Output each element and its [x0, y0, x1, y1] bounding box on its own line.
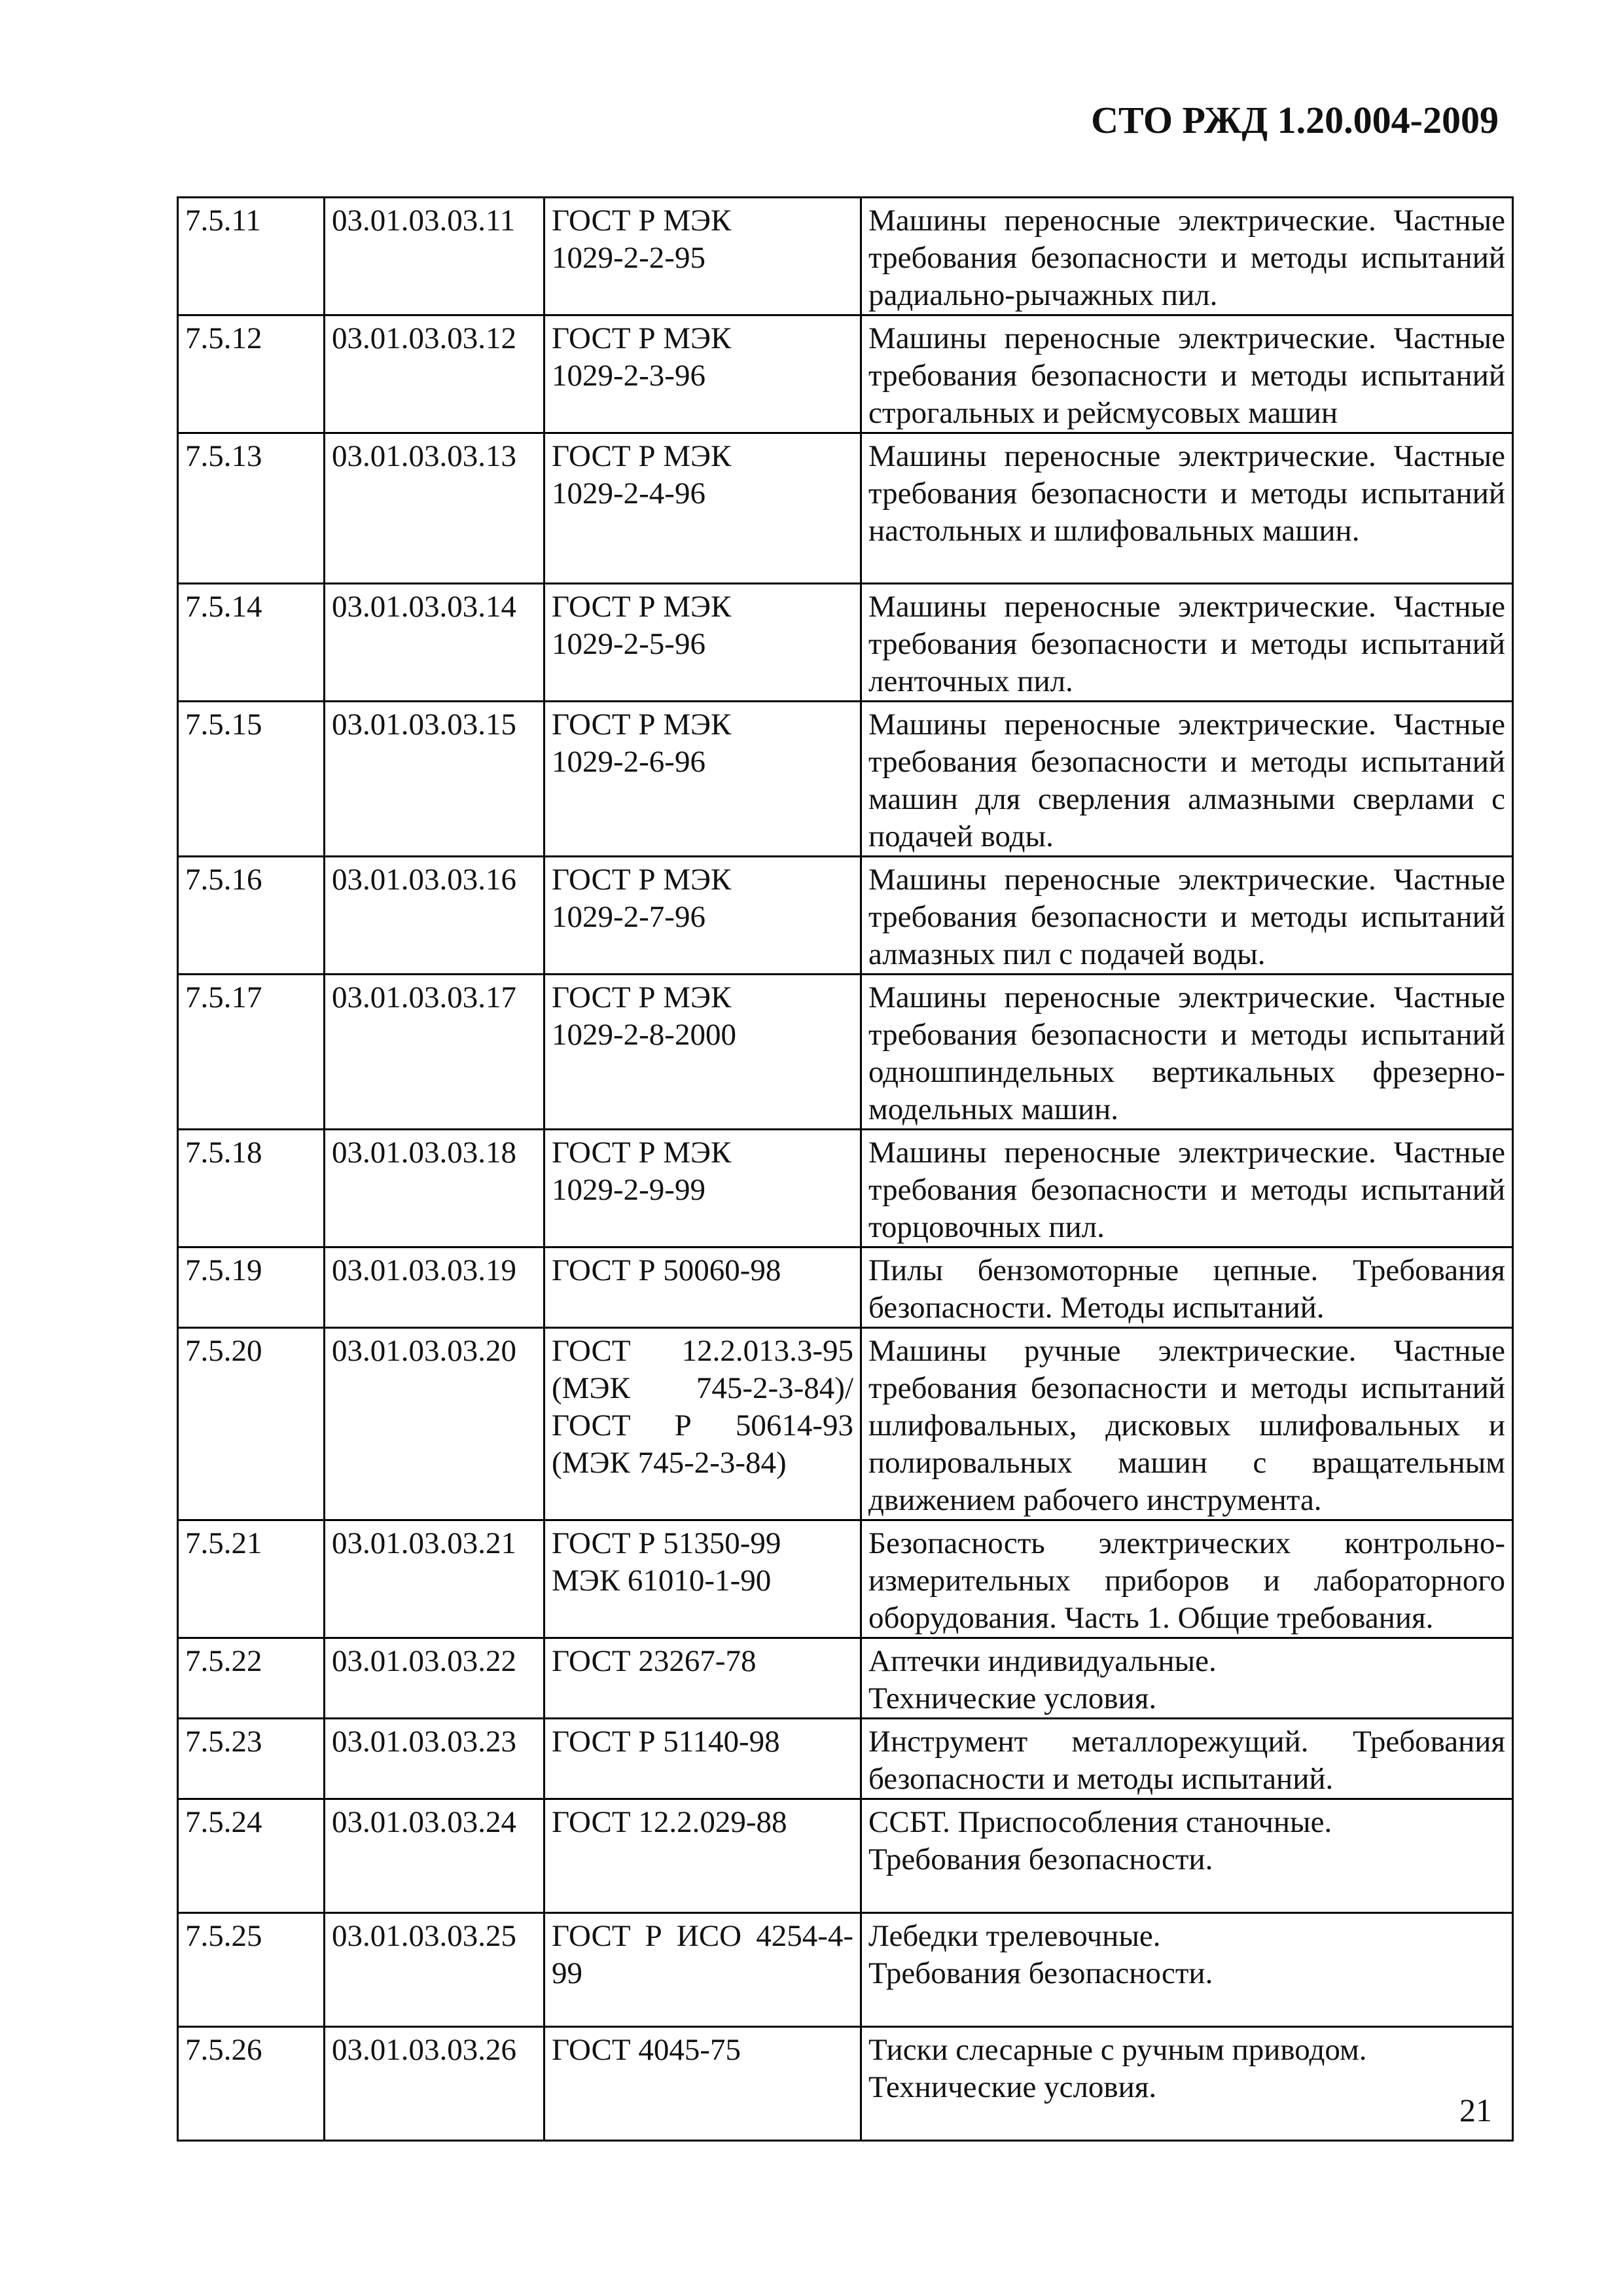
standard-line: ГОСТ Р 51140-98	[552, 1725, 780, 1759]
standard-line: ГОСТ Р МЭК	[552, 863, 732, 897]
table-row	[178, 1130, 1513, 1247]
table-row	[178, 1520, 1513, 1638]
table-row	[178, 1247, 1513, 1328]
standard-line: ГОСТ 23267-78	[552, 1644, 757, 1678]
row-number: 7.5.12	[178, 315, 325, 433]
row-number: 7.5.18	[178, 1130, 325, 1247]
standard-designation	[544, 584, 861, 702]
classification-code: 03.01.03.03.16	[325, 857, 544, 975]
row-number: 7.5.15	[178, 702, 325, 857]
standard-title	[861, 584, 1513, 702]
standard-line: ГОСТ Р МЭК	[552, 439, 732, 473]
standard-designation	[544, 198, 861, 315]
classification-code: 03.01.03.03.18	[325, 1130, 544, 1247]
page-number: 21	[1459, 2092, 1492, 2128]
standard-title	[861, 315, 1513, 433]
classification-code: 03.01.03.03.19	[325, 1247, 544, 1328]
standard-line: 1029-2-4-96	[552, 476, 705, 511]
row-number: 7.5.22	[178, 1638, 325, 1719]
classification-code: 03.01.03.03.22	[325, 1638, 544, 1719]
row-number: 7.5.11	[178, 198, 325, 315]
standard-designation	[544, 1520, 861, 1638]
standard-title-text: Пилы бензомоторные цепные. Требования безопасности. Методы испытаний.	[868, 1253, 1505, 1325]
standard-designation	[544, 1719, 861, 1799]
table-row	[178, 1799, 1513, 1913]
classification-code: 03.01.03.03.15	[325, 702, 544, 857]
standard-title-text: Машины переносные электрические. Частные требования безопасности и методы испытаний радиально-рычажных пил.	[868, 204, 1505, 312]
standard-title-text: Машины переносные электрические. Частные требования безопасности и методы испытаний одношпиндельных вертикальных фрезерно-модельных машин.	[868, 980, 1505, 1126]
table-row	[178, 2027, 1513, 2141]
classification-code: 03.01.03.03.20	[325, 1328, 544, 1520]
standard-designation	[544, 857, 861, 975]
standard-line: ГОСТ Р МЭК	[552, 590, 732, 624]
standard-title-text: Машины ручные электрические. Частные требования безопасности и методы испытаний шлифовальных, дисковых шлифовальных и полировальных машин с вращательным движением рабочего инструмента.	[868, 1334, 1505, 1517]
standard-title	[861, 1130, 1513, 1247]
standard-line: ГОСТ 4045-75	[552, 2033, 741, 2067]
standard-title-text: Тиски слесарные с ручным приводом. Технические условия.	[868, 2033, 1367, 2104]
standard-title	[861, 1328, 1513, 1520]
standard-title-text: Аптечки индивидуальные. Технические условия.	[868, 1644, 1217, 1715]
row-number: 7.5.17	[178, 975, 325, 1130]
classification-code: 03.01.03.03.17	[325, 975, 544, 1130]
classification-code: 03.01.03.03.26	[325, 2027, 544, 2141]
table-row	[178, 1719, 1513, 1799]
classification-code: 03.01.03.03.25	[325, 1913, 544, 2027]
standards-table-body	[178, 198, 1513, 2141]
standard-title-text: Машины переносные электрические. Частные требования безопасности и методы испытаний строгальных и рейсмусовых машин	[868, 321, 1505, 430]
classification-code: 03.01.03.03.13	[325, 433, 544, 584]
row-number: 7.5.16	[178, 857, 325, 975]
document-code: СТО РЖД 1.20.004-2009	[1091, 99, 1499, 141]
standard-designation	[544, 1130, 861, 1247]
standard-designation	[544, 315, 861, 433]
standard-title	[861, 1247, 1513, 1328]
row-number: 7.5.13	[178, 433, 325, 584]
standard-line: ГОСТ Р МЭК	[552, 321, 732, 355]
standard-line: ГОСТ 12.2.013.3-95 (МЭК 745-2-3-84)/ГОСТ Р 50614-93 (МЭК 745-2-3-84)	[552, 1334, 853, 1480]
classification-code: 03.01.03.03.12	[325, 315, 544, 433]
classification-code: 03.01.03.03.11	[325, 198, 544, 315]
classification-code: 03.01.03.03.14	[325, 584, 544, 702]
standard-line: МЭК 61010-1-90	[552, 1564, 772, 1598]
standard-line: 1029-2-3-96	[552, 359, 705, 393]
standard-line: 1029-2-7-96	[552, 900, 705, 934]
standard-title-text: ССБТ. Приспособления станочные. Требования безопасности.	[868, 1805, 1332, 1876]
table-row	[178, 584, 1513, 702]
table-row	[178, 857, 1513, 975]
standard-line: ГОСТ Р МЭК	[552, 204, 732, 238]
standard-line: 1029-2-2-95	[552, 241, 705, 275]
row-number: 7.5.24	[178, 1799, 325, 1913]
standard-title	[861, 2027, 1513, 2141]
standard-title	[861, 975, 1513, 1130]
standard-title-text: Машины переносные электрические. Частные требования безопасности и методы испытаний машин для сверления алмазными сверлами с подачей воды.	[868, 708, 1505, 853]
standard-title-text: Лебедки трелевочные. Требования безопасности.	[868, 1919, 1213, 1990]
standard-line: ГОСТ Р ИСО 4254-4-99	[552, 1919, 853, 1990]
standard-title	[861, 1520, 1513, 1638]
standard-designation	[544, 433, 861, 584]
row-number: 7.5.26	[178, 2027, 325, 2141]
standard-title-text: Машины переносные электрические. Частные требования безопасности и методы испытаний алмазных пил с подачей воды.	[868, 863, 1505, 971]
standard-designation	[544, 2027, 861, 2141]
table-row	[178, 975, 1513, 1130]
standard-designation	[544, 975, 861, 1130]
standard-title-text: Инструмент металлорежущий. Требования безопасности и методы испытаний.	[868, 1725, 1505, 1796]
standard-line: 1029-2-8-2000	[552, 1018, 736, 1052]
classification-code: 03.01.03.03.24	[325, 1799, 544, 1913]
standard-title	[861, 702, 1513, 857]
row-number: 7.5.20	[178, 1328, 325, 1520]
table-row	[178, 1638, 1513, 1719]
standard-title	[861, 433, 1513, 584]
standard-title-text: Машины переносные электрические. Частные требования безопасности и методы испытаний настольных и шлифовальных машин.	[868, 439, 1505, 548]
standard-title-text: Машины переносные электрические. Частные требования безопасности и методы испытаний ленточных пил.	[868, 590, 1505, 698]
classification-code: 03.01.03.03.21	[325, 1520, 544, 1638]
standard-title	[861, 198, 1513, 315]
standard-designation	[544, 1328, 861, 1520]
standard-designation	[544, 702, 861, 857]
table-row	[178, 1328, 1513, 1520]
standard-title-text: Машины переносные электрические. Частные требования безопасности и методы испытаний торцовочных пил.	[868, 1136, 1505, 1244]
standard-line: 1029-2-5-96	[552, 627, 705, 661]
row-number: 7.5.21	[178, 1520, 325, 1638]
standard-line: 1029-2-9-99	[552, 1173, 705, 1207]
table-row	[178, 315, 1513, 433]
row-number: 7.5.19	[178, 1247, 325, 1328]
standard-title	[861, 1799, 1513, 1913]
standard-line: ГОСТ Р 51350-99	[552, 1526, 781, 1560]
standard-designation	[544, 1799, 861, 1913]
standard-line: ГОСТ Р МЭК	[552, 708, 732, 742]
standard-designation	[544, 1638, 861, 1719]
row-number: 7.5.25	[178, 1913, 325, 2027]
standard-line: 1029-2-6-96	[552, 745, 705, 779]
standard-title	[861, 1719, 1513, 1799]
standard-title	[861, 1913, 1513, 2027]
table-row	[178, 198, 1513, 315]
table-row	[178, 702, 1513, 857]
standard-title-text: Безопасность электрических контрольно-измерительных приборов и лабораторного оборудования. Часть 1. Общие требования.	[868, 1526, 1505, 1635]
standard-line: ГОСТ Р 50060-98	[552, 1253, 781, 1287]
standard-line: ГОСТ 12.2.029-88	[552, 1805, 787, 1839]
row-number: 7.5.14	[178, 584, 325, 702]
standard-line: ГОСТ Р МЭК	[552, 1136, 732, 1170]
standards-table	[177, 196, 1514, 2142]
table-row	[178, 433, 1513, 584]
row-number: 7.5.23	[178, 1719, 325, 1799]
table-row	[178, 1913, 1513, 2027]
standard-designation	[544, 1913, 861, 2027]
standard-title	[861, 1638, 1513, 1719]
standard-line: ГОСТ Р МЭК	[552, 980, 732, 1014]
classification-code: 03.01.03.03.23	[325, 1719, 544, 1799]
standard-title	[861, 857, 1513, 975]
standard-designation	[544, 1247, 861, 1328]
